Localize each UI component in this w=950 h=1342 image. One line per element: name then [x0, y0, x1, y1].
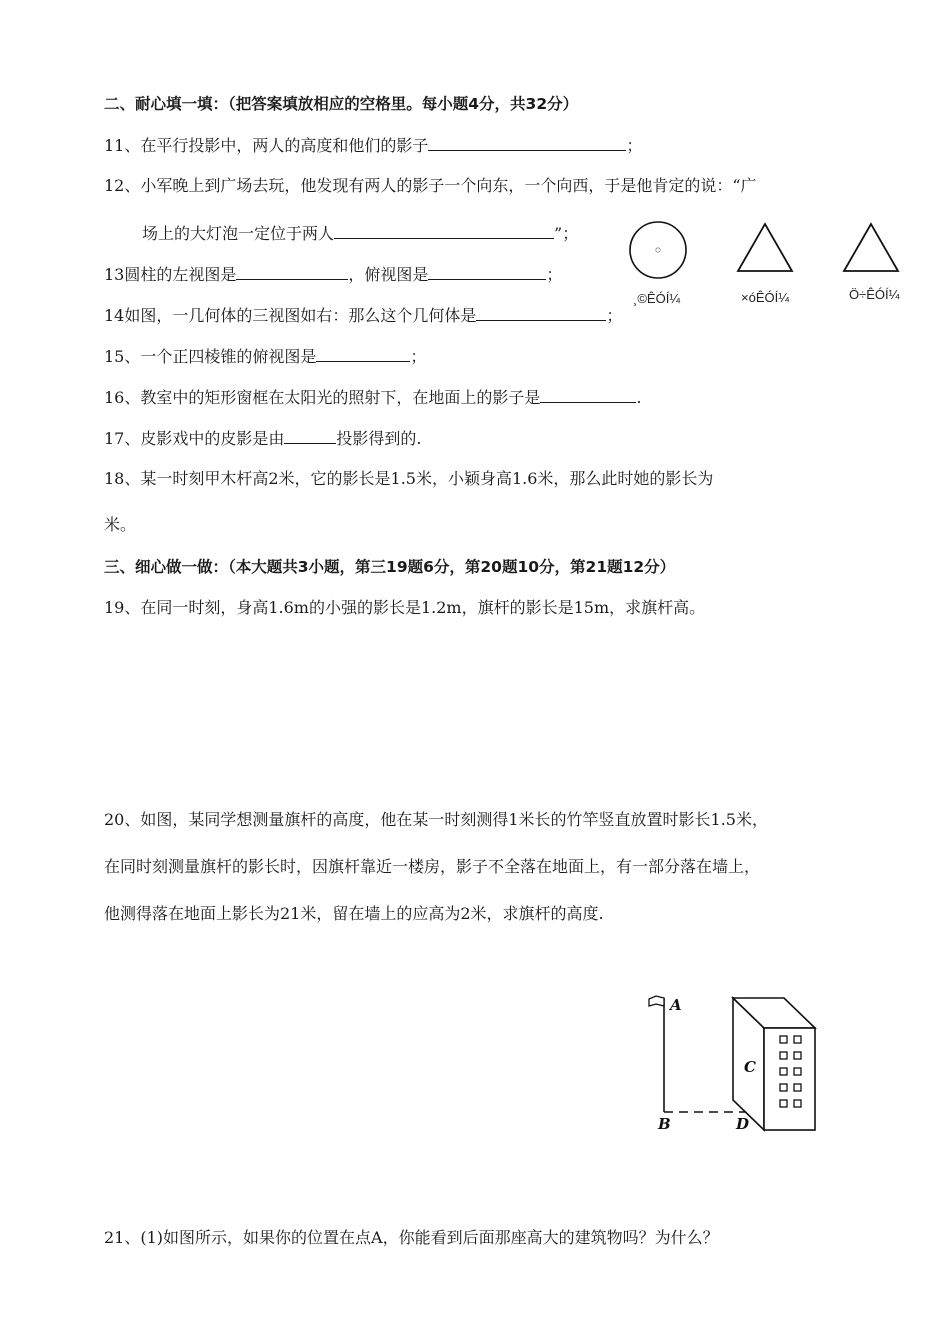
question-18-line-2: 米。 — [104, 515, 137, 534]
question-16-end: . — [636, 388, 642, 407]
label-c: C — [744, 1058, 756, 1076]
flagpole-building-figure — [636, 990, 826, 1135]
question-12-text: 场上的大灯泡一定位于两人 — [142, 224, 335, 243]
question-17-text: 17、皮影戏中的皮影是由 — [104, 429, 285, 448]
answer-blank-13b[interactable] — [428, 263, 546, 280]
answer-blank-12[interactable] — [334, 222, 554, 239]
answer-blank-16[interactable] — [540, 386, 636, 403]
building-front — [764, 1028, 815, 1130]
answer-blank-13a[interactable] — [236, 263, 348, 280]
answer-blank-11[interactable] — [428, 134, 626, 151]
label-d: D — [736, 1115, 750, 1133]
question-12-end: ”； — [554, 224, 579, 243]
question-17 — [104, 427, 421, 450]
front-view-caption: Ö÷ÊÓÍ¼ — [849, 287, 900, 302]
flag — [649, 996, 664, 1006]
label-b: B — [658, 1115, 671, 1133]
question-12-line-2 — [142, 222, 578, 245]
three-views-figure — [626, 218, 916, 282]
front-view-triangle — [844, 224, 898, 271]
question-16-text: 16、教室中的矩形窗框在太阳光的照射下，在地面上的影子是 — [104, 388, 541, 407]
answer-blank-15[interactable] — [316, 345, 410, 362]
question-21: 21、(1)如图所示，如果你的位置在点A，你能看到后面那座高大的建筑物吗？为什么？ — [104, 1228, 719, 1247]
question-15 — [104, 345, 426, 368]
question-14 — [104, 304, 622, 327]
question-15-text: 15、一个正四棱锥的俯视图是 — [104, 347, 317, 366]
section-3-title: 三、细心做一做：（本大题共3小题，第三19题6分，第20题10分，第21题12分） — [104, 558, 676, 576]
question-14-end: ； — [606, 306, 623, 325]
question-11-text: 11、在平行投影中，两人的高度和他们的影子 — [104, 136, 429, 155]
question-19: 19、在同一时刻，身高1.6m的小强的影长是1.2m，旗杆的影长是15m，求旗杆高。 — [104, 598, 706, 617]
label-a: A — [670, 996, 682, 1014]
top-view-circle — [630, 222, 686, 278]
question-11-end: ； — [626, 136, 643, 155]
question-13-end: ； — [546, 265, 563, 284]
question-13-mid: ，俯视图是 — [348, 265, 429, 284]
answer-blank-17[interactable] — [284, 427, 336, 444]
question-18-line-1: 18、某一时刻甲木杆高2米，它的影长是1.5米，小颖身高1.6米，那么此时她的影长为 — [104, 469, 714, 488]
question-16 — [104, 386, 641, 409]
top-view-caption: ¸©ÊÓÍ¼ — [633, 291, 681, 306]
question-17-end: 投影得到的. — [336, 429, 422, 448]
question-12-line-1: 12、小军晚上到广场去玩，他发现有两人的影子一个向东，一个向西，于是他肯定的说：“广 — [104, 176, 757, 195]
question-20-line-1: 20、如图，某同学想测量旗杆的高度，他在某一时刻测得1米长的竹竿竖直放置时影长1.5米， — [104, 810, 768, 829]
question-20-line-2: 在同时刻测量旗杆的影长时，因旗杆靠近一楼房，影子不全落在地面上，有一部分落在墙上， — [104, 857, 761, 876]
question-13 — [104, 263, 562, 286]
left-view-caption: ×óÊÓÍ¼ — [741, 290, 790, 305]
question-15-end: ； — [410, 347, 427, 366]
question-20-line-3: 他测得落在地面上影长为21米，留在墙上的应高为2米，求旗杆的高度. — [104, 904, 604, 923]
section-2-title: 二、耐心填一填：（把答案填放相应的空格里。每小题4分，共32分） — [104, 95, 579, 113]
question-13-text: 13圆柱的左视图是 — [104, 265, 237, 284]
question-14-text: 14如图，一几何体的三视图如右：那么这个几何体是 — [104, 306, 477, 325]
left-view-triangle — [738, 224, 792, 271]
question-11 — [104, 134, 642, 157]
answer-blank-14[interactable] — [476, 304, 606, 321]
top-view-center-dot — [656, 248, 660, 252]
